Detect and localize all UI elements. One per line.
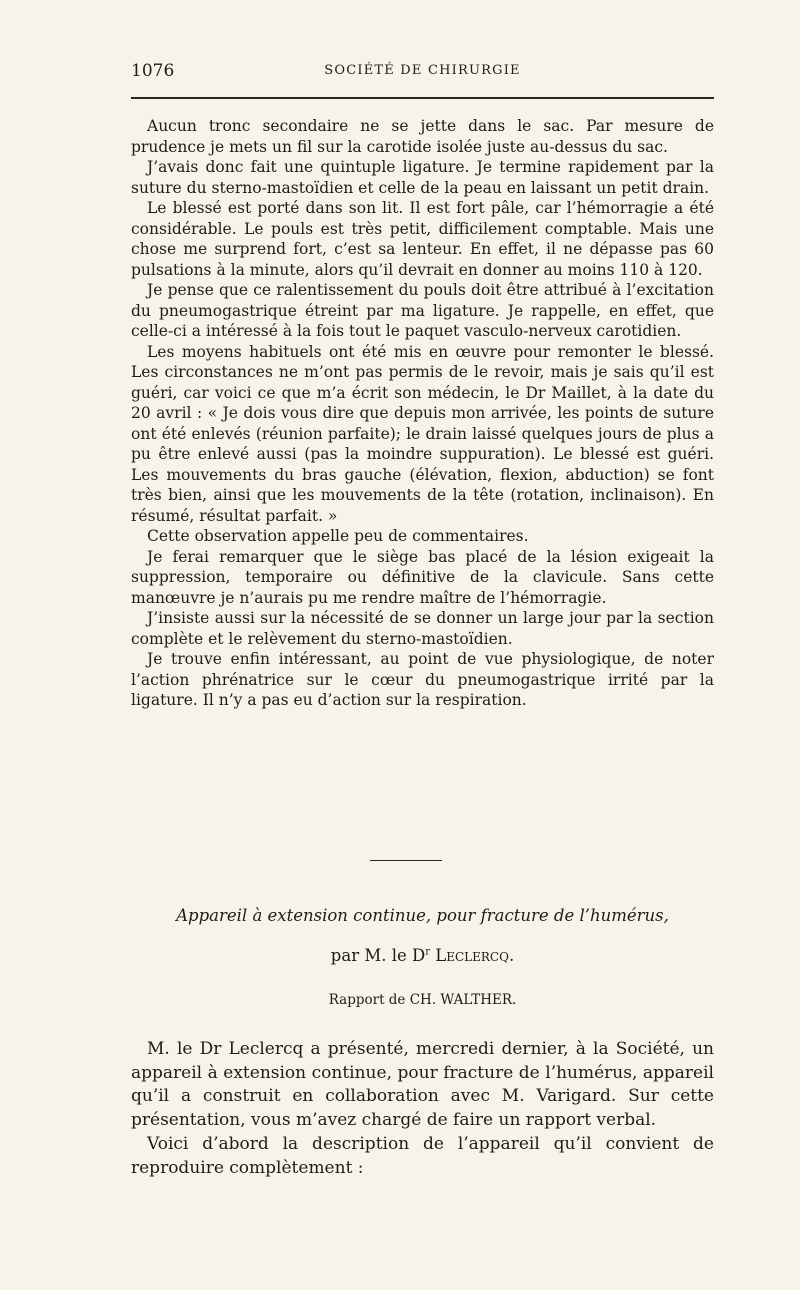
page-number: 1076	[131, 61, 175, 81]
author-title-sup: r	[425, 946, 431, 958]
article-title: Appareil à extension continue, pour fracture de l’humérus,	[176, 906, 669, 925]
running-head	[131, 61, 714, 83]
paragraph: Voici d’abord la description de l’appareil qu’il convient de reproduire complètement :	[131, 1133, 714, 1178]
paragraph: Le blessé est porté dans son lit. Il est fort pâle, car l’hémorragie a été considérable. Le pouls est très petit, difficilement comptable. Mais une chose me surprend fort, c’est sa lenteur. En effet, il ne dépasse pas 60 pulsations à la minute, alors qu’il devrait en donner au moins 110 à 120.	[131, 199, 714, 279]
paragraph: M. le Dr Leclercq a présenté, mercredi dernier, à la Société, un appareil à extension continue, pour fracture de l’humérus, appareil qu’il a construit en collaboration avec M. Varigard. Sur cette présentation, vous m’avez chargé de faire un rapport verbal.	[131, 1039, 714, 1131]
journal-title: SOCIÉTÉ DE CHIRURGIE	[324, 63, 521, 78]
report-text	[131, 1038, 714, 1180]
paragraph: J’insiste aussi sur la nécessité de se donner un large jour par la section complète et le relèvement du sterno-mastoïdien.	[131, 609, 714, 648]
article-author	[131, 946, 714, 965]
author-name: Leclercq.	[435, 946, 515, 965]
paragraph: Cette observation appelle peu de commentaires.	[147, 527, 529, 545]
paragraph: J’avais donc fait une quintuple ligature. Je termine rapidement par la suture du sterno-mastoïdien et celle de la peau en laissant un petit drain.	[131, 158, 714, 197]
paragraph: Je ferai remarquer que le siège bas placé de la lésion exigeait la suppression, temporaire ou définitive de la clavicule. Sans cette manœuvre je n’aurais pu me rendre maître de l’hémorragie.	[131, 547, 714, 607]
author-prefix: par M. le D	[330, 946, 426, 965]
paragraph: Les moyens habituels ont été mis en œuvre pour remonter le blessé. Les circonstances ne m’ont pas permis de le revoir, mais je sais qu’il est guéri, car voici ce que m’a écrit son médecin, le Dr Maillet, à la date du 20 avril : « Je dois vous dire que depuis mon arrivée, les points de suture ont été enlevés (réunion parfaite); le drain laissé quelques jours de plus a pu être enlevé aussi (pas la moindre suppuration). Le blessé est guéri. Les mouvements du bras gauche (élévation, flexion, abduction) se font très bien, ainsi que les mouvements de la tête (rotation, inclinaison). En résumé, résultat parfait. »	[131, 342, 714, 525]
paragraph: Aucun tronc secondaire ne se jette dans le sac. Par mesure de prudence je mets un fil sur la carotide isolée juste au-dessus du sac.	[131, 117, 714, 156]
header-divider	[131, 97, 714, 99]
article-reporter: Rapport de CH. WALTHER.	[328, 992, 517, 1008]
paragraph: Je pense que ce ralentissement du pouls doit être attribué à l’excitation du pneumogastrique étreint par ma ligature. Je rappelle, en effet, que celle-ci a intéressé à la fois tout le paquet vasculo-nerveux carotidien.	[131, 281, 714, 340]
section-divider	[370, 860, 442, 861]
body-text	[131, 116, 714, 711]
paragraph: Je trouve enfin intéressant, au point de vue physiologique, de noter l’action phrénatrice sur le cœur du pneumogastrique irrité par la ligature. Il n’y a pas eu d’action sur la respiration.	[131, 650, 714, 709]
